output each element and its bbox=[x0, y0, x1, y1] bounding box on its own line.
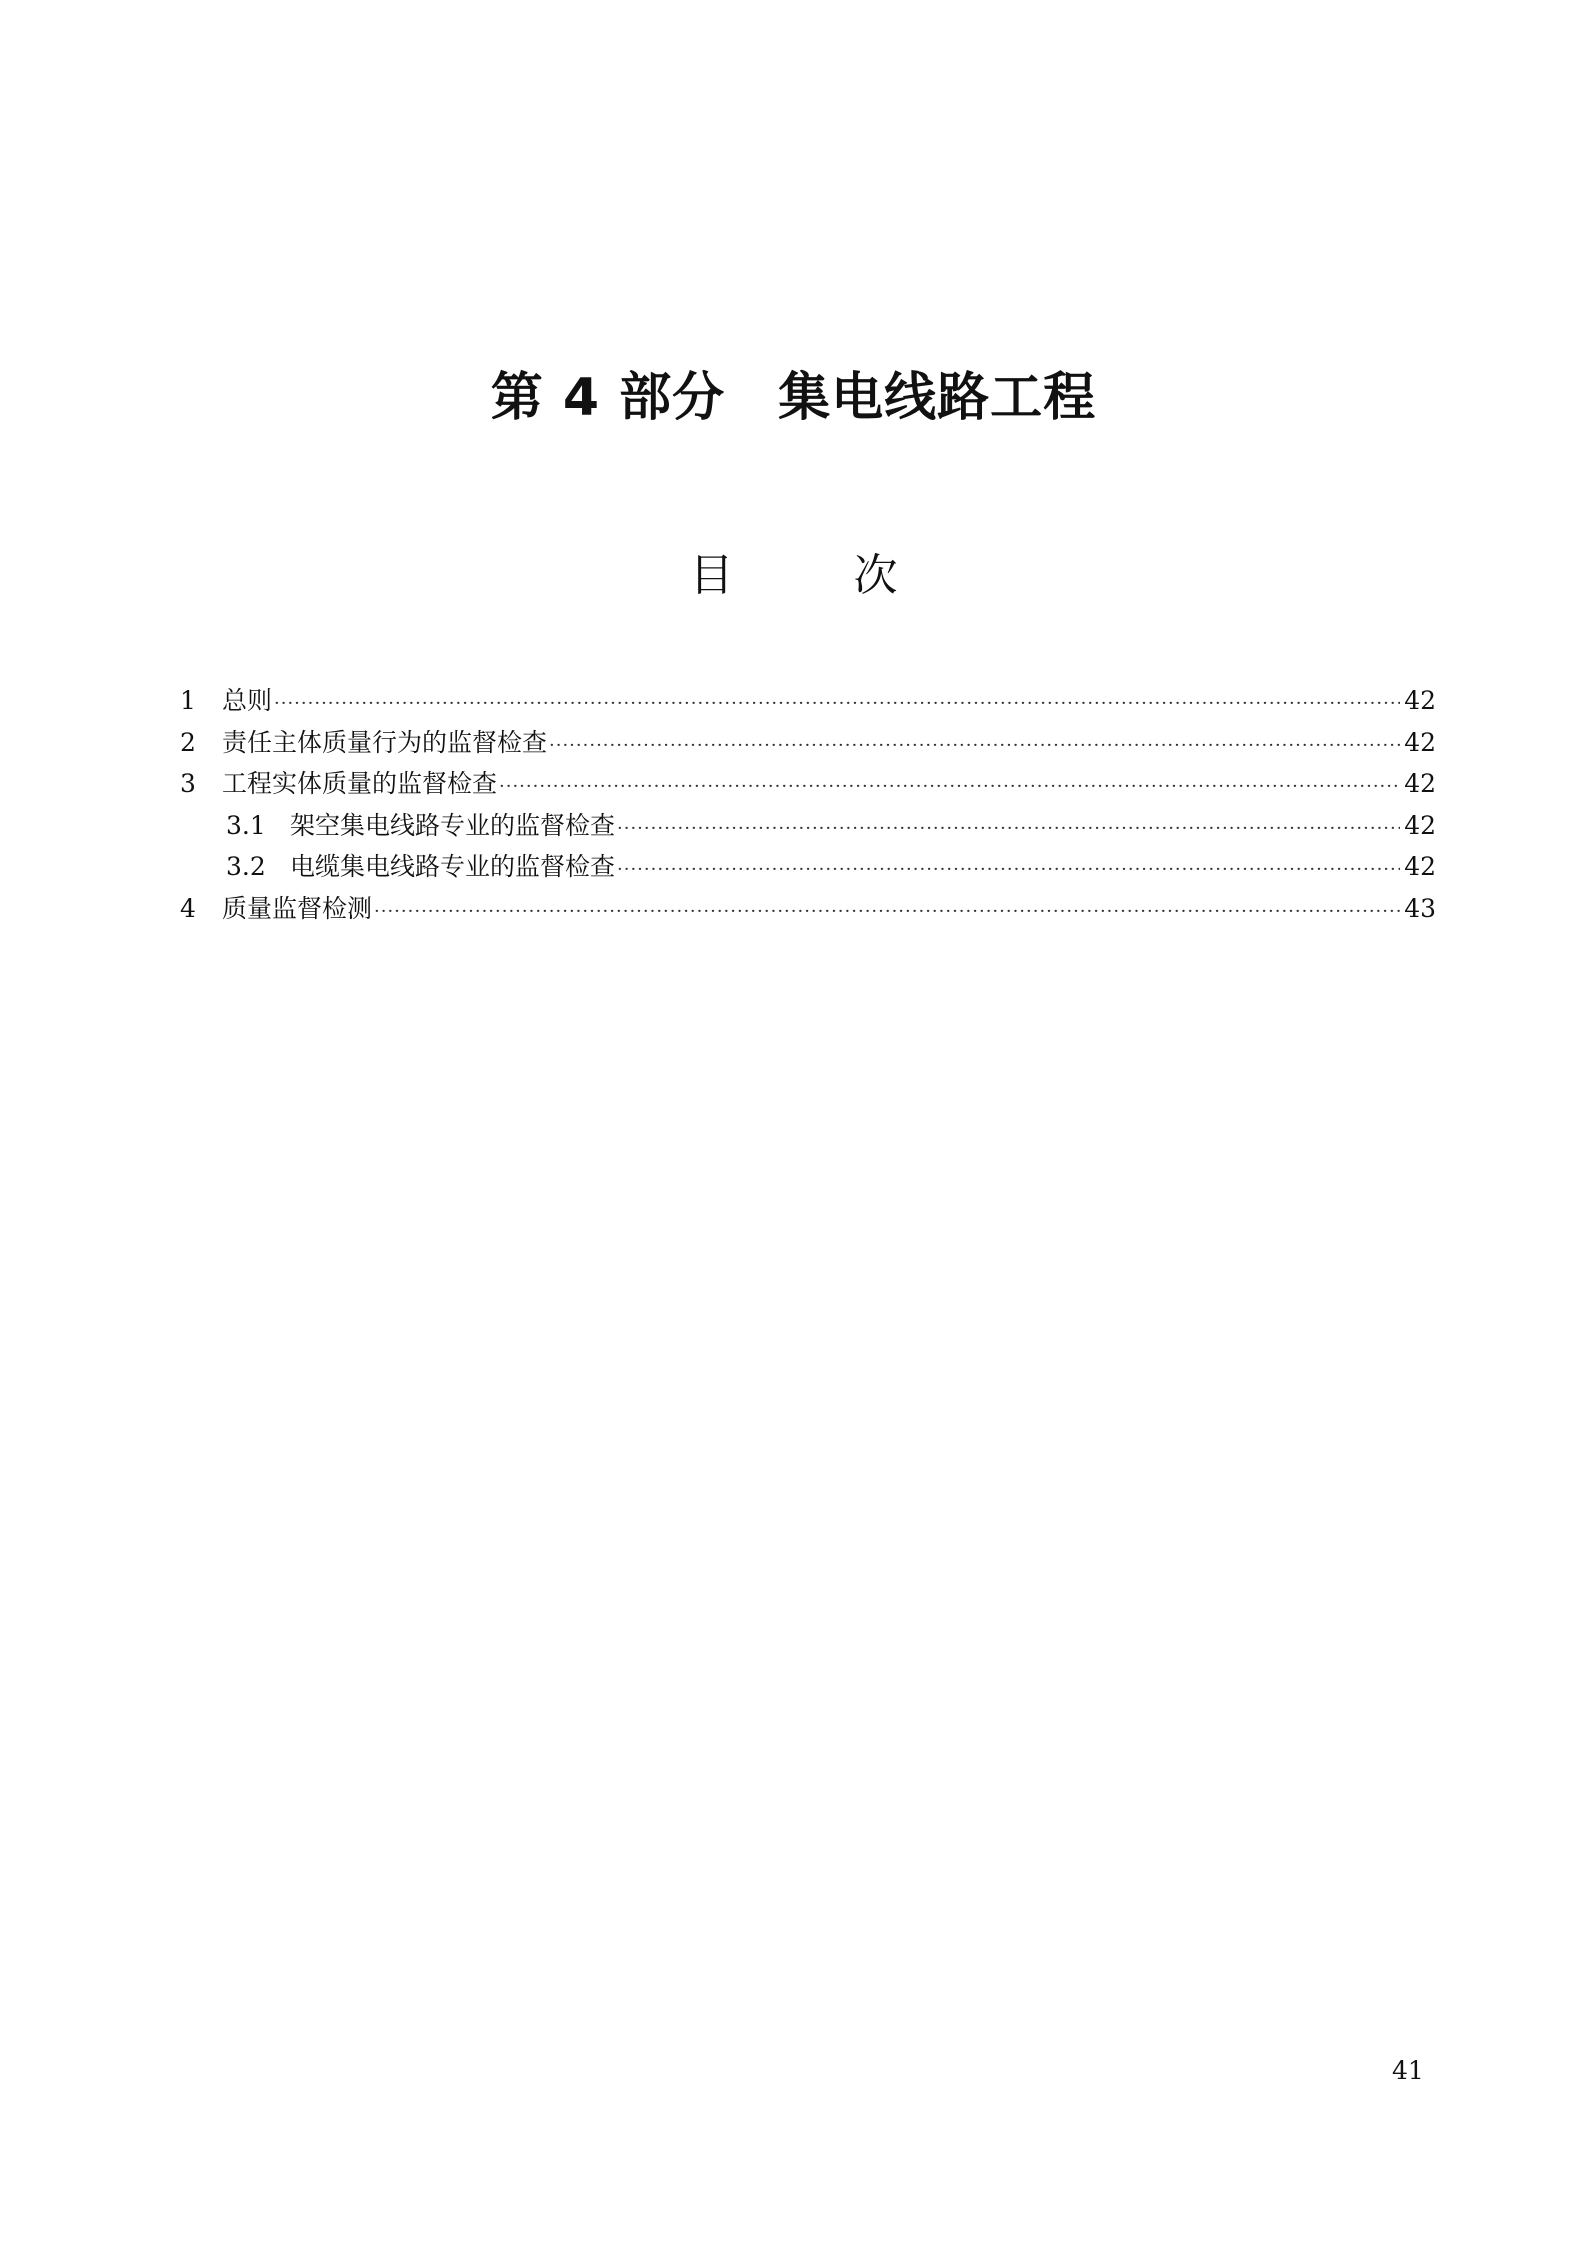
toc-entry-page: 42 bbox=[1404, 810, 1436, 840]
toc-entry-page: 42 bbox=[1404, 686, 1436, 715]
toc-entry-1[interactable] bbox=[180, 680, 1436, 722]
toc-entry-3[interactable] bbox=[180, 763, 1436, 805]
toc-entry-3-2[interactable] bbox=[180, 846, 1436, 888]
toc-entry-label: 架空集电线路专业的监督检查 bbox=[290, 810, 616, 840]
toc-entry-page: 42 bbox=[1404, 727, 1436, 757]
toc-entry-2[interactable] bbox=[180, 722, 1436, 764]
toc-entry-number: 3.1 bbox=[226, 810, 266, 840]
toc-dot-leader bbox=[617, 849, 1400, 891]
toc-dot-leader bbox=[549, 725, 1400, 767]
toc-entry-number: 3.2 bbox=[226, 852, 266, 882]
toc-entry-3-1[interactable] bbox=[180, 805, 1436, 847]
toc-entry-page: 43 bbox=[1404, 893, 1436, 923]
toc-entry-label: 责任主体质量行为的监督检查 bbox=[222, 727, 548, 757]
toc-entry-label: 总则 bbox=[222, 686, 273, 715]
toc-title-char-2: 次 bbox=[853, 550, 898, 601]
toc-entry-label: 电缆集电线路专业的监督检查 bbox=[290, 852, 616, 882]
part-title: 第 4 部分 集电线路工程 bbox=[490, 367, 1097, 428]
toc-entry-number: 3 bbox=[180, 769, 196, 799]
toc-dot-leader bbox=[274, 683, 1400, 725]
toc-title bbox=[0, 546, 1587, 606]
toc-entry-number: 1 bbox=[180, 686, 196, 715]
toc-entry-number: 4 bbox=[180, 893, 196, 923]
toc-entry-number: 2 bbox=[180, 727, 196, 757]
page-number: 41 bbox=[1392, 2056, 1424, 2085]
toc-entry-4[interactable] bbox=[180, 888, 1436, 930]
toc-title-char-1: 目 bbox=[689, 550, 734, 601]
table-of-contents bbox=[180, 680, 1436, 930]
toc-entry-page: 42 bbox=[1404, 852, 1436, 882]
toc-entry-label: 工程实体质量的监督检查 bbox=[222, 769, 498, 799]
toc-dot-leader bbox=[499, 766, 1400, 808]
toc-entry-page: 42 bbox=[1404, 769, 1436, 799]
toc-entry-label: 质量监督检测 bbox=[222, 893, 373, 923]
toc-dot-leader bbox=[374, 891, 1400, 933]
toc-dot-leader bbox=[617, 808, 1400, 850]
